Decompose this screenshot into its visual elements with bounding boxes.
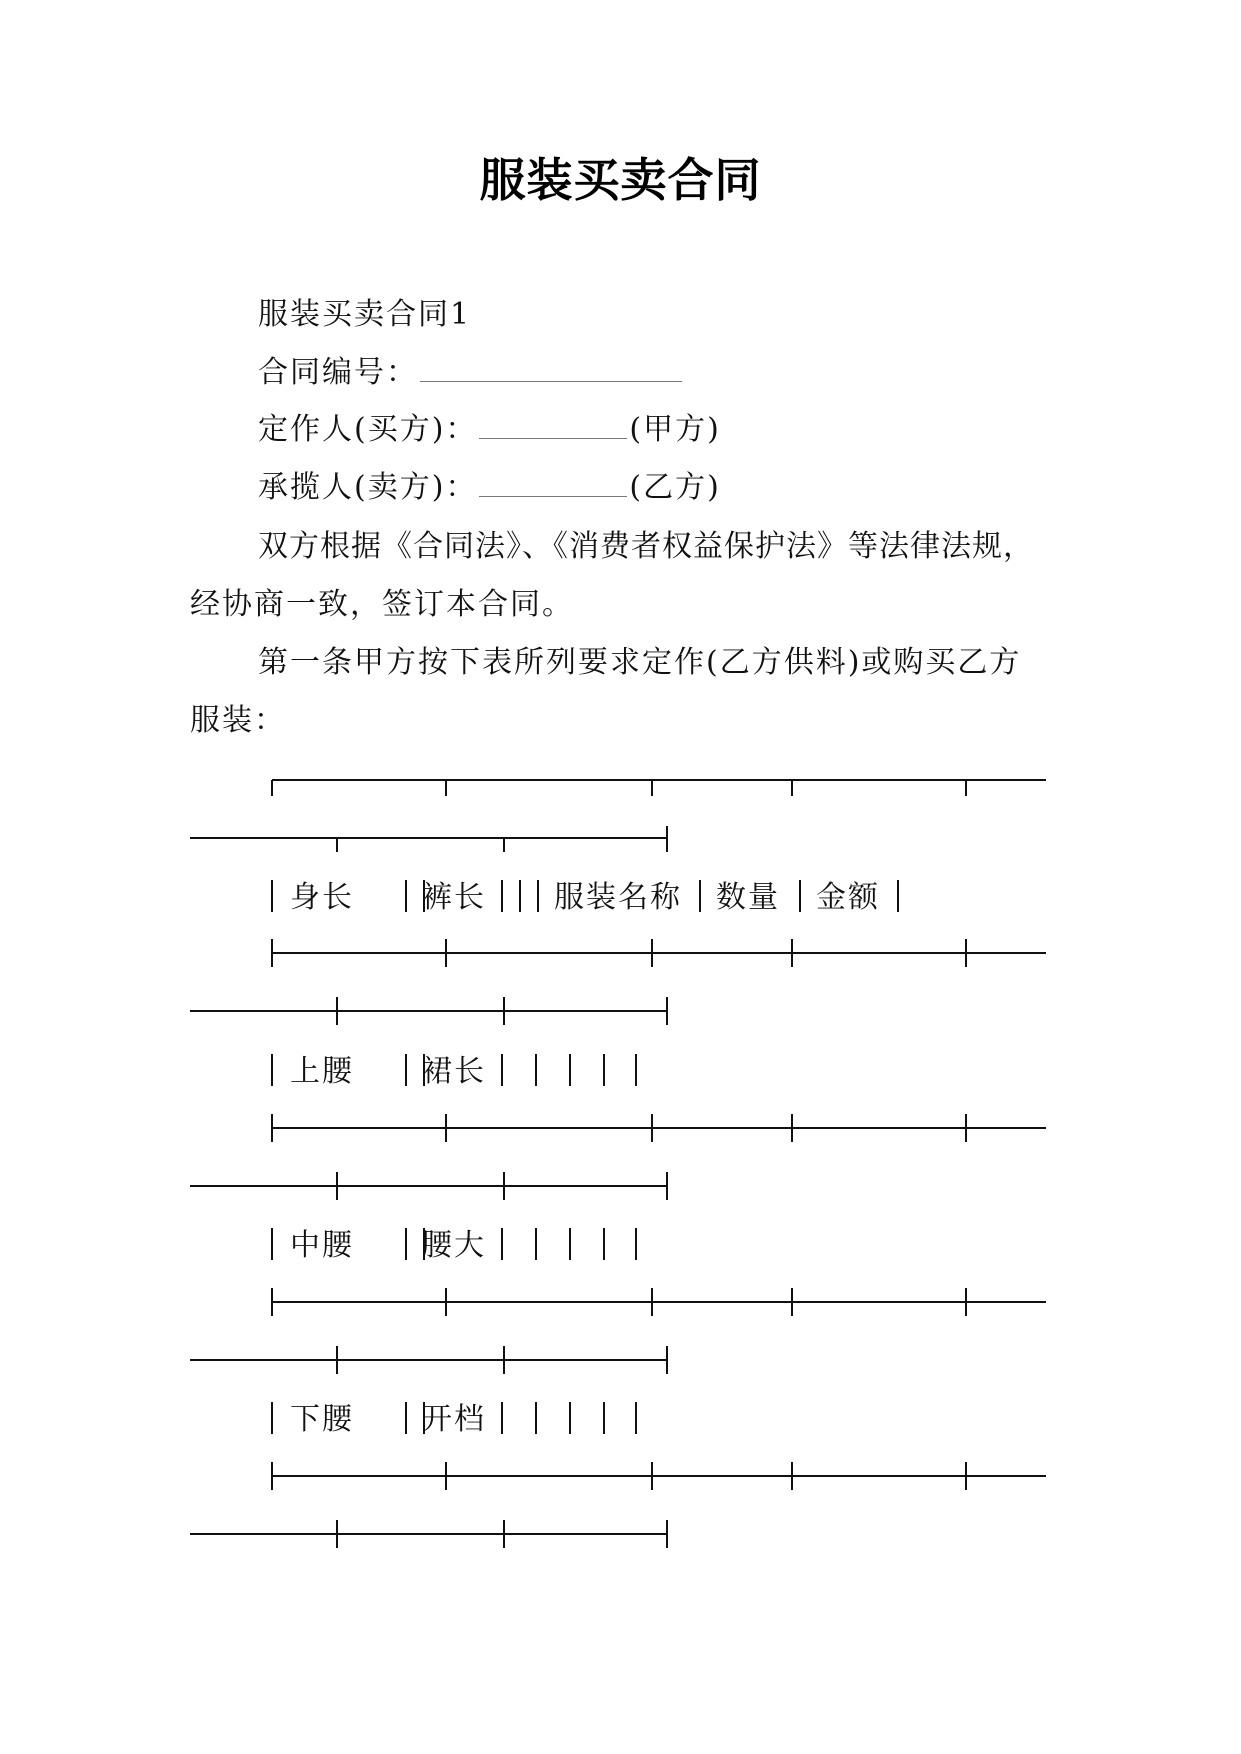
cell-upper-waist: 上腰 <box>290 1054 354 1089</box>
cell-trouser-length: 裤长 <box>422 880 486 915</box>
cell-amount: 金额 <box>816 880 880 915</box>
intro-paragraph-line-2: 经协商一致，签订本合同。 <box>190 587 574 622</box>
cell-skirt-length: 裙长 <box>422 1054 486 1089</box>
intro-paragraph-line-1: 双方根据《合同法》、《消费者权益保护法》等法律法规， <box>258 529 1034 564</box>
contract-number-label: 合同编号： <box>258 355 418 390</box>
seller-label: 承揽人(卖方)： <box>258 470 478 505</box>
buyer-label: 定作人(买方)： <box>258 412 478 447</box>
document-title: 服装买卖合同 <box>479 153 762 207</box>
cell-lower-waist: 下腰 <box>290 1402 354 1437</box>
cell-quantity: 数量 <box>716 880 780 915</box>
cell-garment-name: 服装名称 <box>554 880 682 915</box>
table-row <box>290 1228 486 1263</box>
table-row <box>290 1054 486 1089</box>
cell-body-length: 身长 <box>290 880 354 915</box>
table-row <box>290 880 880 915</box>
table-row <box>290 1402 486 1437</box>
seller-party: (乙方) <box>629 470 721 505</box>
cell-waist-size: 腰大 <box>422 1228 486 1263</box>
section-heading: 服装买卖合同1 <box>258 297 472 332</box>
buyer-party: (甲方) <box>629 412 721 447</box>
cell-crotch: 开档 <box>422 1402 486 1437</box>
article-1-line-1: 第一条甲方按下表所列要求定作(乙方供料)或购买乙方 <box>258 645 1022 680</box>
article-1-line-2: 服装： <box>190 703 286 738</box>
cell-middle-waist: 中腰 <box>290 1228 354 1263</box>
